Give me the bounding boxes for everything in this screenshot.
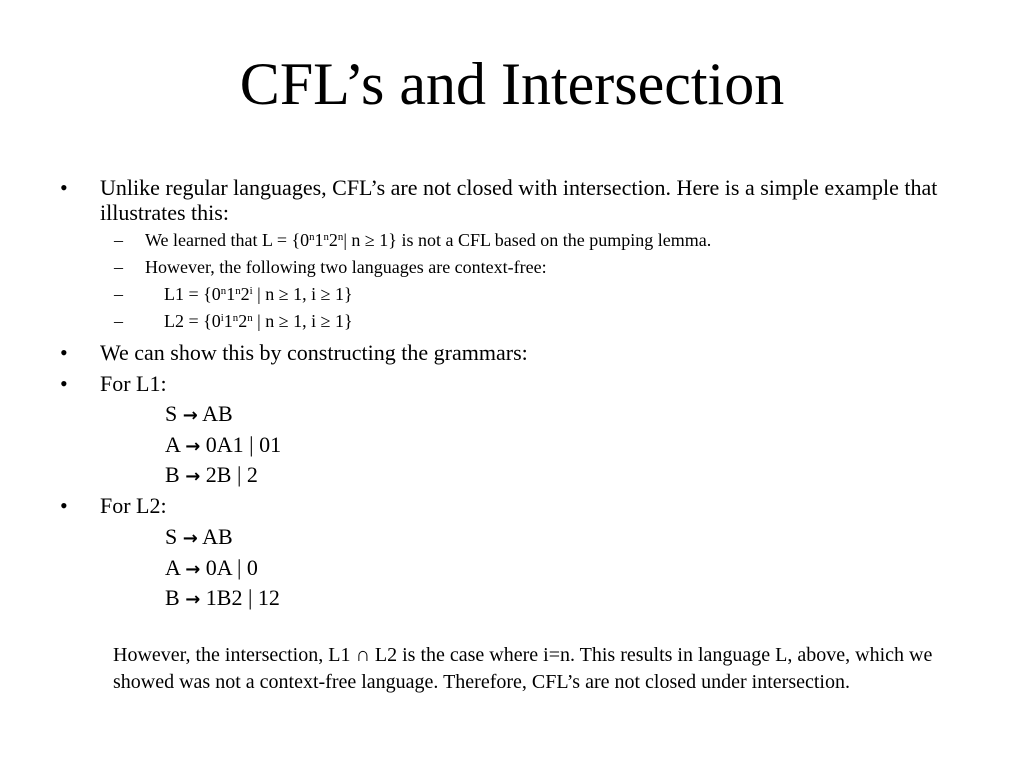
- bullet-text: We can show this by constructing the grammars:: [100, 340, 528, 365]
- conclusion-paragraph: However, the intersection, L1 ∩ L2 is the case where i=n. This results in language L, above, which we showed was not a context-free language. Therefore, CFL’s are not closed under intersection.: [113, 644, 933, 693]
- arrow-icon: →: [185, 436, 201, 457]
- bullet-marker: •: [60, 371, 68, 396]
- grammar-rule: B → 2B | 2: [165, 462, 258, 487]
- bullet-marker: •: [60, 340, 68, 365]
- bullet-item: [60, 340, 960, 365]
- sub-item: [114, 256, 964, 278]
- bullet-text: For L1:: [100, 371, 167, 396]
- bullet-item: [60, 175, 960, 225]
- bullet-text: Unlike regular languages, CFL’s are not closed with intersection. Here is a simple example that illustrates this:: [100, 175, 938, 225]
- dash-marker: –: [114, 257, 123, 277]
- bullet-marker: •: [60, 493, 68, 518]
- sub-item-text: $L1 = \{0^n1^n2^i$ | n ≥ 1, i ≥ 1}: [164, 284, 353, 304]
- dash-marker: –: [114, 311, 123, 331]
- arrow-icon: →: [182, 528, 198, 549]
- bullet-text: For L2:: [100, 493, 167, 518]
- arrow-icon: →: [185, 559, 201, 580]
- grammar-rule: B → 1B2 | 12: [165, 585, 280, 610]
- arrow-icon: →: [182, 405, 198, 426]
- sub-item-text: We learned that $L = \{0^n1^n2^n|$ n ≥ 1} is not a CFL based on the pumping lemma.: [145, 230, 712, 250]
- slide-title: CFL’s and Intersection: [239, 51, 785, 117]
- bullet-item: [60, 493, 960, 518]
- arrow-icon: →: [185, 466, 201, 487]
- arrow-icon: →: [185, 589, 201, 610]
- grammar-rule: S → AB: [165, 524, 233, 549]
- dash-marker: –: [114, 284, 123, 304]
- sub-item-text: $L2 = \{0^i1^n2^n$ | n ≥ 1, i ≥ 1}: [164, 311, 353, 331]
- bullet-marker: •: [60, 175, 68, 200]
- bullet-item: [60, 371, 960, 396]
- grammar-rule: S → AB: [165, 401, 233, 426]
- sub-item: [114, 229, 964, 251]
- sub-item: [114, 283, 964, 305]
- grammar-rule: A → 0A1 | 01: [165, 432, 282, 457]
- dash-marker: –: [114, 230, 123, 250]
- sub-item: [114, 310, 964, 332]
- sub-item-text: However, the following two languages are context-free:: [145, 257, 547, 277]
- grammar-rule: A → 0A | 0: [165, 555, 258, 580]
